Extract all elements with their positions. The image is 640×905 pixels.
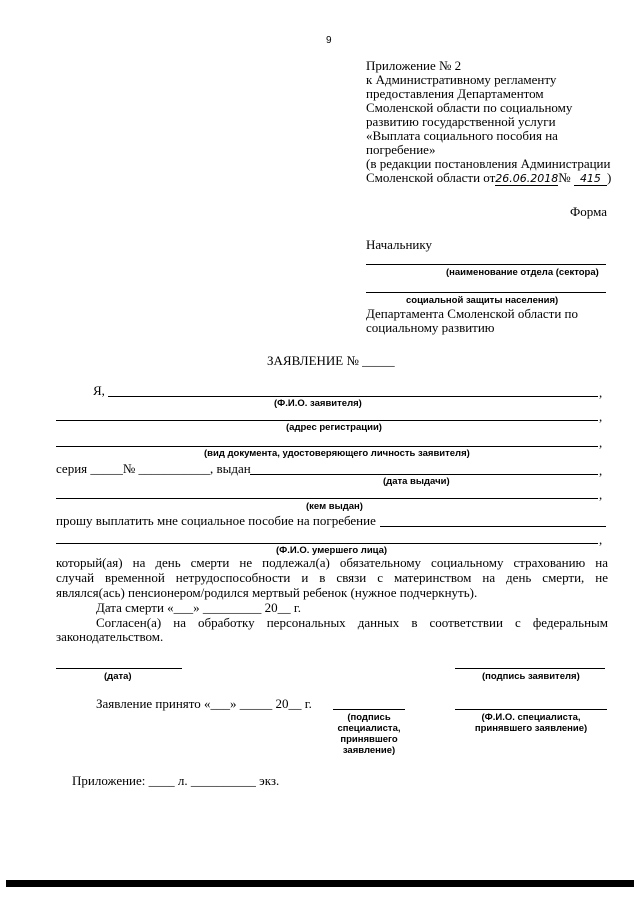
document-title: ЗАЯВЛЕНИЕ № _____: [267, 353, 395, 368]
consent-text: законодательством.: [56, 629, 164, 644]
ya-label: Я,: [93, 383, 105, 398]
header-line: к Административному регламенту: [366, 72, 557, 87]
body-text: являлся(ась) пенсионером/родился мертвый ребенок (нужное подчеркнуть).: [56, 585, 478, 600]
caption-department: (наименование отдела (сектора): [446, 267, 599, 278]
issued-by-line[interactable]: [56, 498, 598, 499]
request-line[interactable]: [380, 526, 606, 527]
form-label: Форма: [570, 204, 607, 219]
page-number: 9: [326, 35, 332, 46]
department-name: социальному развитию: [366, 320, 495, 335]
caption-date-issued: (дата выдачи): [383, 476, 450, 487]
deceased-name-line[interactable]: [56, 543, 598, 544]
header-line: развитию государственной услуги: [366, 114, 556, 129]
header-line: погребение»: [366, 142, 436, 157]
department-name: Департамента Смоленской области по: [366, 306, 579, 321]
header-line: «Выплата социального пособия на: [366, 128, 558, 143]
number-sign: №: [558, 170, 571, 185]
caption-social: социальной защиты населения): [406, 295, 559, 306]
header-line: Смоленской области от: [366, 170, 496, 185]
header-line: Приложение № 2: [366, 58, 462, 73]
caption-id-document: (вид документа, удостоверяющего личность заявителя): [204, 448, 470, 459]
attachment-text: Приложение: ____ л. __________ экз.: [72, 773, 280, 788]
caption-address: (адрес регистрации): [286, 422, 382, 433]
issued-date-line[interactable]: [250, 474, 598, 475]
accepted-text: Заявление принято «___» _____ 20__ г.: [96, 696, 312, 711]
addressee-to: Начальнику: [366, 237, 433, 252]
applicant-signature-line[interactable]: [455, 668, 605, 669]
closing-paren: ): [606, 170, 612, 185]
id-document-line[interactable]: [56, 446, 598, 447]
caption-applicant-signature: (подпись заявителя): [482, 671, 580, 682]
request-text: прошу выплатить мне социальное пособие на погребение: [56, 513, 376, 528]
specialist-name-line[interactable]: [455, 709, 607, 710]
death-date: Дата смерти «___» _________ 20__ г.: [96, 600, 302, 615]
body-text: который(ая) на день смерти не подлежал(а) обязательному социальному страхованию на: [56, 555, 608, 570]
header-line: Смоленской области по социальному: [366, 100, 573, 115]
body-text: случай временной нетрудоспособности и в связи с материнством на день смерти, не: [56, 570, 608, 585]
consent-text: Согласен(а) на обработку персональных данных в соответствии с федеральным: [96, 615, 608, 630]
handwritten-number: 415: [574, 172, 607, 186]
date-line[interactable]: [56, 668, 182, 669]
series-number-text: серия _____№ ___________, выдан: [56, 461, 251, 476]
header-line: предоставления Департаментом: [366, 86, 544, 101]
comma: ,: [599, 385, 603, 400]
comma: ,: [599, 463, 603, 478]
scan-border: [6, 880, 634, 887]
specialist-signature-line[interactable]: [333, 709, 405, 710]
address-line[interactable]: [56, 420, 598, 421]
caption-specialist-signature: (подпись специалиста, принявшего заявление): [337, 712, 401, 756]
caption-issued-by: (кем выдан): [306, 501, 363, 512]
comma: ,: [599, 487, 603, 502]
social-protection-line[interactable]: [366, 292, 606, 293]
handwritten-date: 26.06.2018: [495, 172, 559, 185]
caption-deceased: (Ф.И.О. умершего лица): [276, 545, 388, 556]
header-last-line: [366, 171, 611, 186]
caption-date: (дата): [104, 671, 132, 682]
annex-header: [366, 59, 611, 186]
applicant-name-line[interactable]: [108, 396, 598, 397]
caption-applicant-fio: (Ф.И.О. заявителя): [274, 398, 362, 409]
comma: ,: [599, 409, 603, 424]
comma: ,: [599, 532, 603, 547]
comma: ,: [599, 435, 603, 450]
department-line[interactable]: [366, 264, 606, 265]
header-line: (в редакции постановления Администрации: [366, 156, 611, 171]
caption-specialist-fio: (Ф.И.О. специалиста, принявшего заявление): [474, 712, 588, 734]
